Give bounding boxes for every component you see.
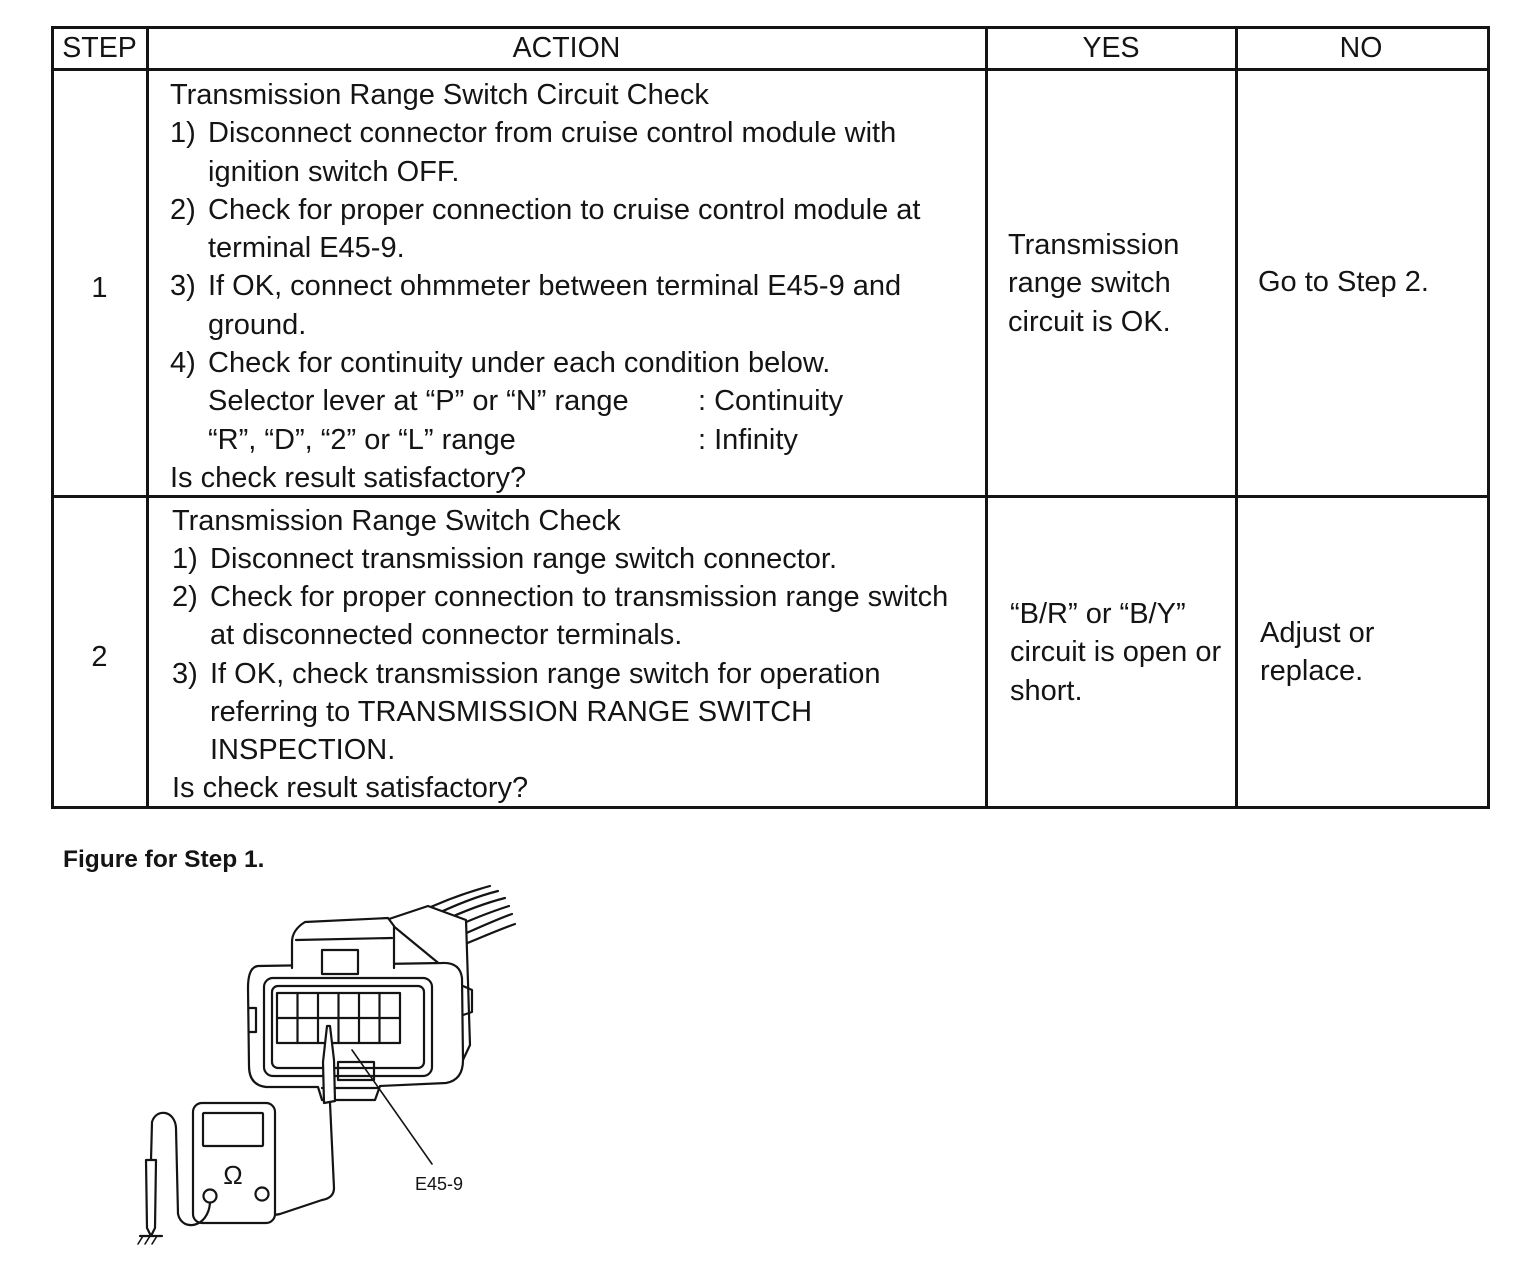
step-item xyxy=(170,344,920,382)
step-item xyxy=(170,191,920,268)
yes-line: short. xyxy=(1010,674,1083,707)
ground-hatch xyxy=(138,1236,157,1244)
yes-line: range switch xyxy=(1008,267,1171,300)
step-item xyxy=(170,267,920,344)
item-number: 3) xyxy=(170,270,196,303)
item-line: referring to TRANSMISSION RANGE SWITCH xyxy=(210,695,813,728)
check-question: Is check result satisfactory? xyxy=(172,772,529,805)
column-divider xyxy=(1235,26,1238,809)
header-yes: YES xyxy=(1082,32,1140,64)
condition-value: : Infinity xyxy=(698,423,798,456)
no-line: Adjust or xyxy=(1260,617,1375,649)
item-line: Check for continuity under each condition below. xyxy=(208,347,831,380)
item-line: Check for proper connection to transmission range switch xyxy=(210,581,949,614)
step-item xyxy=(170,114,920,191)
item-number: 2) xyxy=(172,581,198,614)
item-number: 3) xyxy=(172,657,198,690)
item-line: at disconnected connector terminals. xyxy=(210,619,683,652)
item-line: ignition switch OFF. xyxy=(208,155,460,188)
yes-line: circuit is open or xyxy=(1010,636,1222,669)
item-line: Disconnect connector from cruise control module with xyxy=(208,117,897,150)
item-line: terminal E45-9. xyxy=(208,232,405,265)
column-divider xyxy=(146,26,149,809)
ohm-symbol: Ω xyxy=(223,1160,243,1190)
ground-symbol xyxy=(138,1236,162,1244)
row-2-action xyxy=(172,502,948,807)
row-1-action xyxy=(170,76,920,497)
item-line: Check for proper connection to cruise control module at xyxy=(208,193,921,226)
column-divider xyxy=(985,26,988,809)
row-1-step-number: 1 xyxy=(91,272,108,304)
item-line: ground. xyxy=(208,308,307,341)
header-step: STEP xyxy=(62,32,137,64)
connector-ohmmeter-figure xyxy=(130,875,530,1250)
condition-label: “R”, “D”, “2” or “L” range xyxy=(208,423,516,456)
no-line: Go to Step 2. xyxy=(1258,266,1429,298)
condition-label: Selector lever at “P” or “N” range xyxy=(208,385,629,418)
connector-lock-latch xyxy=(292,918,394,968)
row-1-no xyxy=(1258,263,1429,301)
item-line: Disconnect transmission range switch connector. xyxy=(210,543,838,576)
step-item xyxy=(172,578,948,654)
yes-line: circuit is OK. xyxy=(1008,305,1171,338)
step-item xyxy=(172,655,948,769)
item-line: If OK, connect ohmmeter between terminal E45-9 and xyxy=(208,270,902,303)
action-title: Transmission Range Switch Circuit Check xyxy=(170,79,709,111)
row-2-no xyxy=(1260,614,1374,691)
ground-probe xyxy=(146,1160,156,1236)
condition-value: : Continuity xyxy=(698,385,844,418)
yes-line: “B/R” or “B/Y” xyxy=(1010,598,1186,630)
action-title: Transmission Range Switch Check xyxy=(172,505,621,537)
wire xyxy=(460,924,515,946)
item-number: 2) xyxy=(170,193,196,226)
row-2-yes xyxy=(1010,595,1221,710)
item-line: INSPECTION. xyxy=(210,733,396,766)
condition-row xyxy=(170,421,920,459)
header-no: NO xyxy=(1339,32,1383,64)
step-item xyxy=(172,540,948,578)
yes-line: Transmission xyxy=(1008,229,1180,261)
check-question: Is check result satisfactory? xyxy=(170,461,527,494)
row-1-yes xyxy=(1008,226,1179,341)
terminal-label: E45-9 xyxy=(415,1174,464,1194)
header-action: ACTION xyxy=(512,32,621,64)
item-number: 1) xyxy=(172,543,198,576)
no-line: replace. xyxy=(1260,655,1364,688)
condition-row xyxy=(170,382,920,420)
item-line: If OK, check transmission range switch for operation xyxy=(210,657,881,690)
figure-caption: Figure for Step 1. xyxy=(63,846,265,873)
item-number: 1) xyxy=(170,117,196,150)
row-2-step-number: 2 xyxy=(91,641,108,673)
item-number: 4) xyxy=(170,347,196,380)
